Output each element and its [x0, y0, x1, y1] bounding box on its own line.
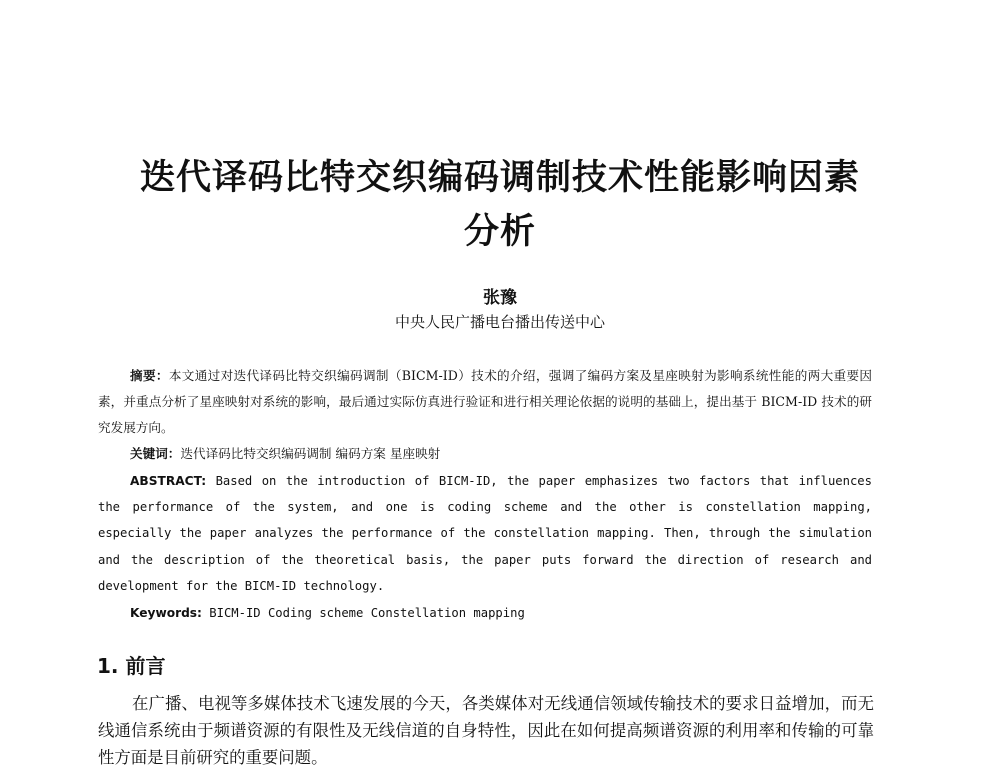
keywords-cn: [98, 441, 904, 467]
keywords-en-text: BICM-ID Coding scheme Constellation mapping: [201, 606, 525, 620]
section-heading: 1. 前言: [97, 654, 166, 678]
keywords-en: [98, 600, 904, 626]
author-affiliation: 中央人民广播电台播出传送中心: [394, 313, 605, 331]
paper-title-line2: 分析: [463, 212, 536, 252]
abstract-en-text: Based on the introduction of BICM-ID, the paper emphasizes two factors that influences the performance of the system, and one is coding scheme and the other is constellation mapping, especially the paper analyzes the performance of the constellation mapping. Then, through the simulation and the description of the theoretical basis, the paper puts forward the direction of research and development for the BICM-ID technology.: [98, 474, 872, 593]
abstract-cn: [98, 363, 872, 442]
keywords-cn-label: 关键词：: [130, 446, 181, 461]
abstract-en: [98, 468, 872, 599]
author-name: 张豫: [483, 288, 517, 308]
abstract-cn-text: 本文通过对迭代译码比特交织编码调制（BICM-ID）技术的介绍，强调了编码方案及星座映射为影响系统性能的两大重要因素，并重点分析了星座映射对系统的影响，最后通过实际仿真进行验证和进行相关理论依据的说明的基础上，提出基于 BICM-ID 技术的研究发展方向。: [98, 368, 872, 436]
abstract-en-label: ABSTRACT:: [130, 474, 207, 488]
keywords-cn-text: 迭代译码比特交织编码调制 编码方案 星座映射: [180, 446, 441, 461]
paper-title-line1: 迭代译码比特交织编码调制技术性能影响因素: [139, 158, 860, 198]
abstract-cn-label: 摘要：: [130, 368, 169, 383]
section-paragraph: 在广播、电视等多媒体技术飞速发展的今天，各类媒体对无线通信领域传输技术的要求日益增加，而无线通信系统由于频谱资源的有限性及无线信道的自身特性，因此在如何提高频谱资源的利用率和传输的可靠性方面是目前研究的重要问题。: [98, 694, 874, 767]
keywords-en-label: Keywords:: [130, 606, 202, 620]
